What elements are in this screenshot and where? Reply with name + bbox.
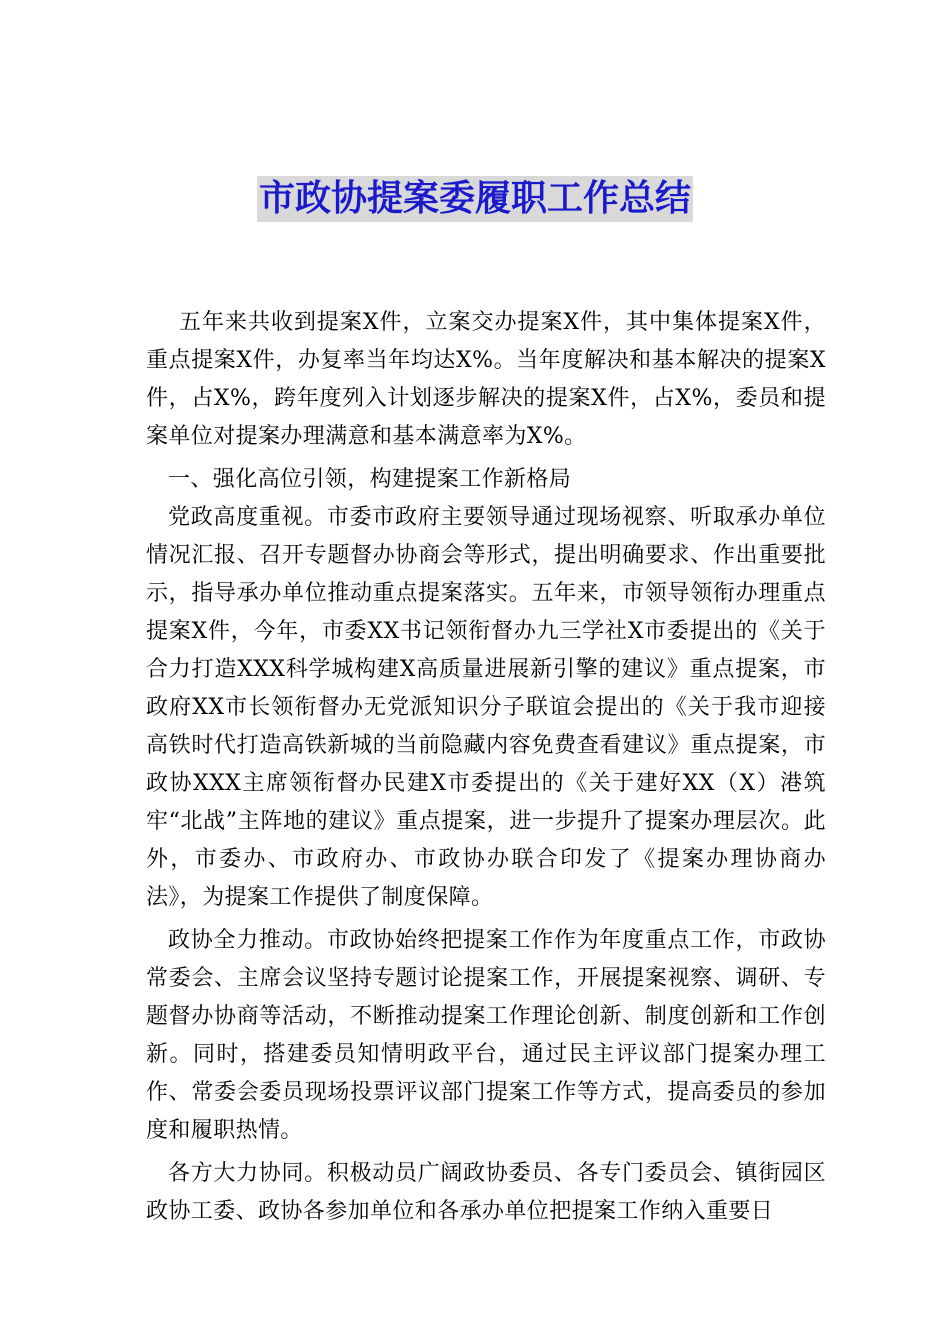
paragraph-party-government: 党政高度重视。市委市政府主要领导通过现场视察、听取承办单位情况汇报、召开专题督办协商会等形式，提出明确要求、作出重要批示，指导承办单位推动重点提案落实。五年来，市领导领衔办理重点提案X件，今年，市委XX书记领衔督办九三学社X市委提出的《关于合力打造XXX科学城构建X高质量进展新引擎的建议》重点提案，市政府XX市长领衔督办无党派知识分子联谊会提出的《关于我市迎接高铁时代打造高铁新城的当前隐藏内容免费查看建议》重点提案，市政协XXX主席领衔督办民建X市委提出的《关于建好XX（X）港筑牢“北战”主阵地的建议》重点提案，进一步提升了提案办理层次。此外，市委办、市政府办、市政协办联合印发了《提案办理协商办法》，为提案工作提供了制度保障。 — [146, 505, 826, 910]
document-title: 市政协提案委履职工作总结 — [257, 176, 693, 222]
title-container — [0, 176, 950, 222]
paragraph-collaboration: 各方大力协同。积极动员广阔政协委员、各专门委员会、镇街园区政协工委、政协各参加单位和各承办单位把提案工作纳入重要日 — [146, 1161, 826, 1224]
section-heading-1: 一、强化高位引领，构建提案工作新格局 — [168, 467, 572, 492]
document-body — [146, 304, 826, 1231]
paragraph-summary: 五年来共收到提案X件，立案交办提案X件，其中集体提案X件，重点提案X件，办复率当年均达X%。当年度解决和基本解决的提案X件，占X%，跨年度列入计划逐步解决的提案X件，占X%，委员和提案单位对提案办理满意和基本满意率为X%。 — [146, 310, 826, 449]
paragraph-cppcc-promotion: 政协全力推动。市政协始终把提案工作作为年度重点工作，市政协常委会、主席会议坚持专题讨论提案工作，开展提案视察、调研、专题督办协商等活动，不断推动提案工作理论创新、制度创新和工作创新。同时，搭建委员知情明政平台，通过民主评议部门提案办理工作、常委会委员现场投票评议部门提案工作等方式，提高委员的参加度和履职热情。 — [146, 928, 826, 1143]
